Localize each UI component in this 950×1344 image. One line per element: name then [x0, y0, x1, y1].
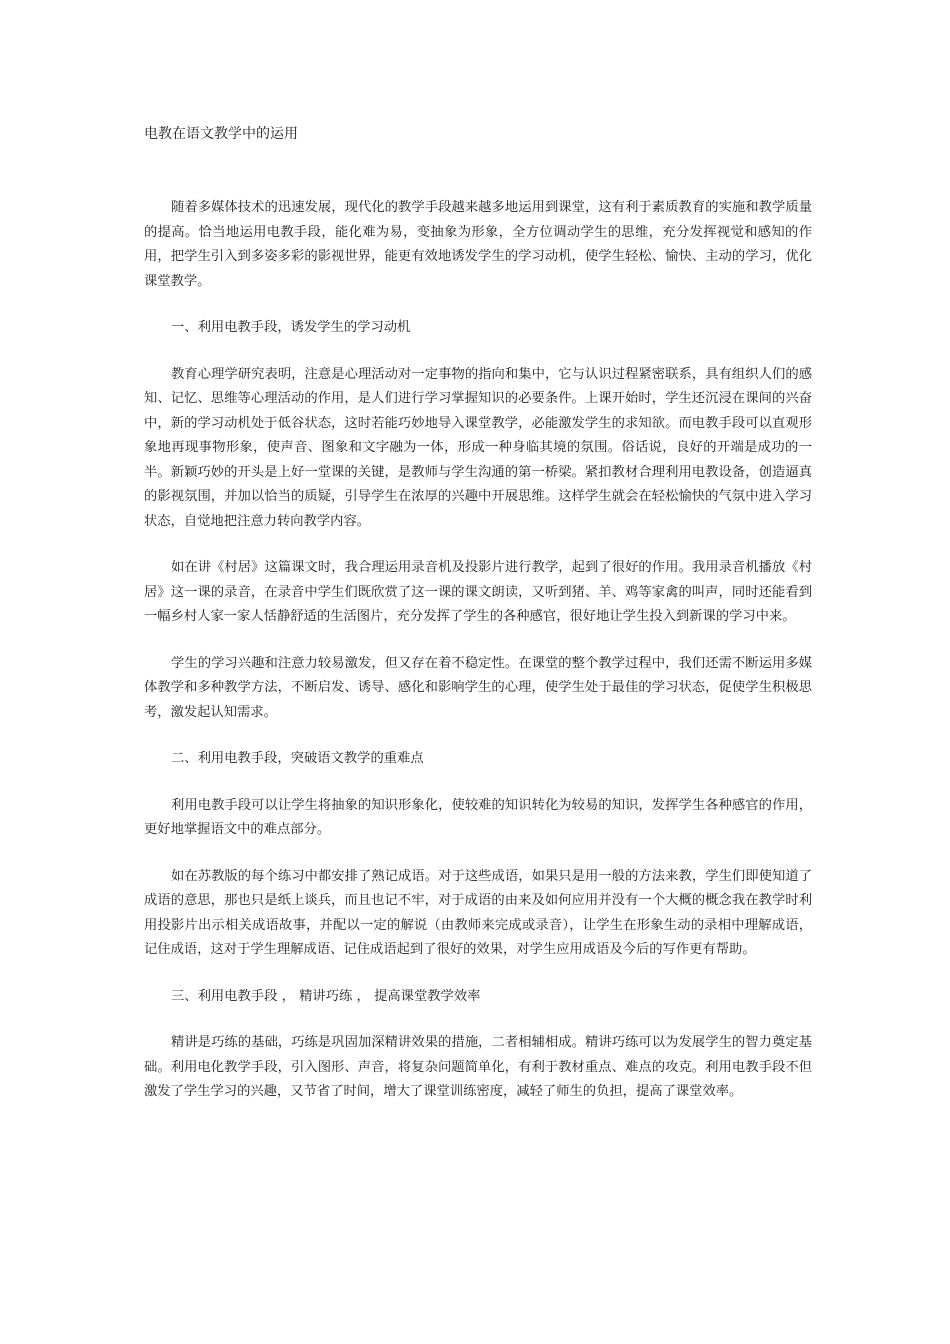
section-heading-1: 一、利用电教手段，诱发学生的学习动机: [171, 320, 411, 335]
section-heading-3: 三、利用电教手段 ， 精讲巧练 ， 提高课堂教学效率: [171, 988, 481, 1004]
section-heading-2: 二、利用电教手段，突破语文教学的重难点: [171, 751, 424, 766]
document-title: 电教在语文教学中的运用: [144, 126, 298, 142]
section-2-paragraph-1: 利用电教手段可以让学生将抽象的知识形象化，使较难的知识转化为较易的知识，发挥学生各种感官的作用，更好地掌握语文中的难点部分。: [144, 797, 812, 837]
section-1-paragraph-1: 教育心理学研究表明，注意是心理活动对一定事物的指向和集中，它与认识过程紧密联系，具有组织人们的感知、记忆、思维等心理活动的作用，是人们进行学习掌握知识的必要条件。上课开始时，学生还沉浸在课间的兴奋中，新的学习动机处于低谷状态，这时若能巧妙地导入课堂教学，必能激发学生的求知欲。而电教手段可以直观形象地再现事物形象，使声音、图象和文字融为一体，形成一种身临其境的氛围。俗话说，良好的开端是成功的一半。新颖巧妙的开头是上好一堂课的关键，是教师与学生沟通的第一桥梁。紧扣教材合理利用电教设备，创造逼真的影视氛围，并加以恰当的质疑，引导学生在浓厚的兴趣中开展思维。这样学生就会在轻松愉快的气氛中进入学习状态，自觉地把注意力转向教学内容。: [144, 366, 812, 529]
document-body: [144, 196, 812, 1127]
section-1-paragraph-2: 如在讲《村居》这篇课文时，我合理运用录音机及投影片进行教学，起到了很好的作用。我用录音机播放《村居》这一课的录音，在录音中学生们既欣赏了这一课的课文朗读，又听到猪、羊、鸡等家禽的叫声，同时还能看到一幅乡村人家一家人恬静舒适的生活图片，充分发挥了学生的各种感官，很好地让学生投入到新课的学习中来。: [144, 560, 812, 624]
intro-paragraph: 随着多媒体技术的迅速发展，现代化的教学手段越来越多地运用到课堂，这有利于素质教育的实施和教学质量的提高。恰当地运用电教手段，能化难为易，变抽象为形象，全方位调动学生的思维，充分发挥视觉和感知的作用，把学生引入到多姿多彩的影视世界，能更有效地诱发学生的学习动机，使学生轻松、愉快、主动的学习，优化课堂教学。: [144, 200, 812, 289]
section-2-paragraph-2: 如在苏教版的每个练习中都安排了熟记成语。对于这些成语，如果只是用一般的方法来教，学生们即使知道了成语的意思，那也只是纸上谈兵，而且也记不牢，对于成语的由来及如何应用并没有一个大概的概念我在教学时利用投影片出示相关成语故事，并配以一定的解说（由教师来完成或录音），让学生在形象生动的录相中理解成语，记住成语，这对于学生理解成语、记住成语起到了很好的效果，对学生应用成语及今后的写作更有帮助。: [144, 868, 812, 957]
section-3-paragraph-1: 精讲是巧练的基础，巧练是巩固加深精讲效果的措施，二者相辅相成。精讲巧练可以为发展学生的智力奠定基础。利用电化教学手段，引入图形、声音，将复杂问题简单化，有利于教材重点、难点的攻克。利用电教手段不但激发了学生学习的兴趣，又节省了时间，增大了课堂训练密度，减轻了师生的负担，提高了课堂效率。: [144, 1035, 812, 1099]
section-1-paragraph-3: 学生的学习兴趣和注意力较易激发，但又存在着不稳定性。在课堂的整个教学过程中，我们还需不断运用多媒体教学和多种教学方法，不断启发、诱导、感化和影响学生的心理，使学生处于最佳的学习状态，促使学生积极思考，激发起认知需求。: [144, 655, 812, 720]
